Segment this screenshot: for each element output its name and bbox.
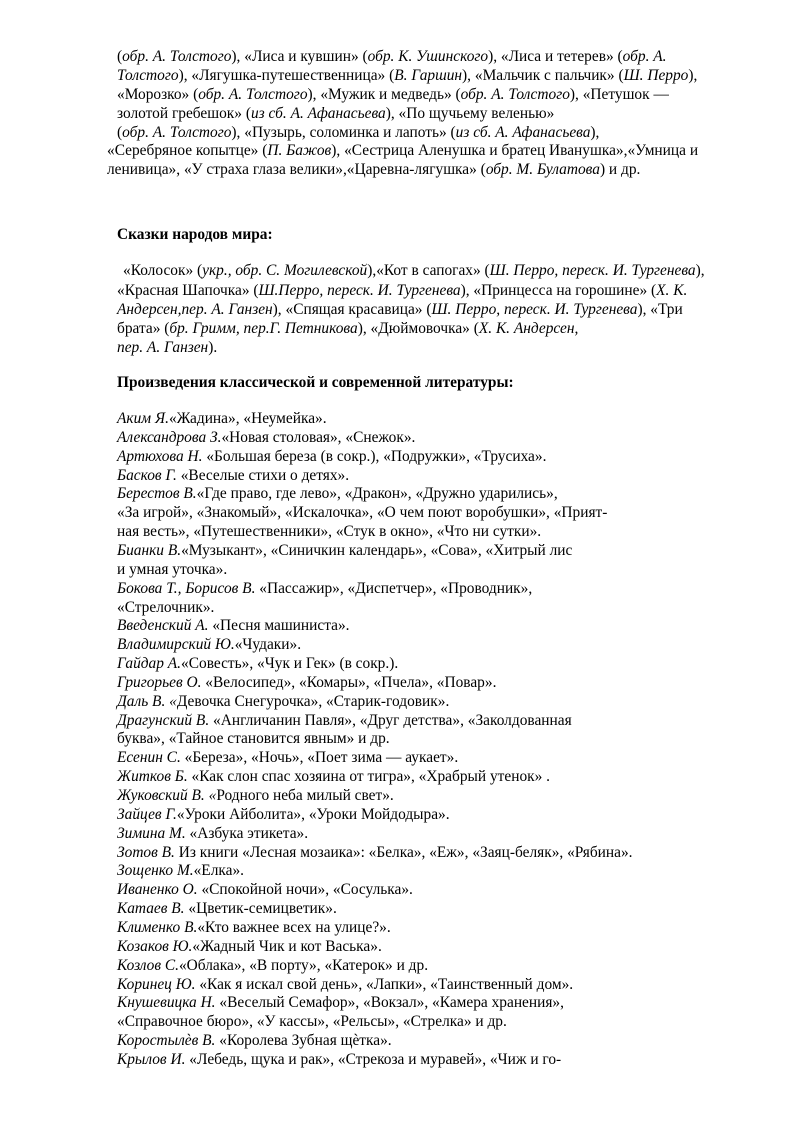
text: ) и др.	[599, 161, 641, 178]
italic-text: Александрова З.	[117, 428, 222, 446]
text-line	[117, 542, 572, 560]
text: «Цветик-семицветик».	[184, 900, 337, 918]
text: «Облака», «В порту», «Катерок» и др.	[178, 956, 429, 974]
italic-text: В. Гаршин	[394, 67, 463, 84]
text-line	[117, 862, 244, 880]
italic-text: Козаков Ю.	[117, 937, 193, 955]
text-line	[117, 1051, 561, 1069]
italic-text: Ш. Перро	[623, 67, 689, 84]
text-line	[117, 938, 382, 956]
italic-text: Андерсен,пер. А. Ганзен	[117, 301, 273, 318]
italic-text: Ш.Перро, переск. И. Тургенева	[258, 282, 461, 299]
italic-text: из сб. А. Афанасьева	[455, 124, 591, 141]
text: (	[117, 48, 123, 65]
italic-text: Владимирский Ю.	[117, 636, 235, 654]
text: золотой гребешок» (	[117, 105, 251, 122]
text-line	[117, 599, 214, 617]
italic-text: Клименко В.	[117, 918, 198, 936]
italic-text: Катаев В.	[117, 900, 185, 918]
text: «Жадина», «Неумейка».	[168, 410, 327, 427]
text-line	[117, 105, 554, 123]
text-line	[117, 749, 458, 767]
text: ), «Мальчик с пальчик» (	[462, 67, 624, 84]
text: «Где право, где лево», «Дракон», «Дружно ударились»,	[196, 485, 558, 503]
text: буква», «Тайное становится явным» и др.	[117, 730, 390, 748]
text-line	[117, 301, 683, 319]
text: «За игрой», «Знакомый», «Искалочка», «О чем поют воробушки», «Прият-	[117, 504, 608, 522]
section-heading-literature: Произведения классической и современной литературы:	[117, 374, 514, 391]
italic-text: Толстого	[117, 67, 179, 84]
text: «Красная Шапочка» (	[117, 282, 259, 299]
text: ), «Принцесса на горошине» (	[460, 282, 657, 299]
text: «Уроки Айболита», «Уроки Мойдодыра».	[176, 805, 450, 823]
text: ), «Петушок —	[569, 86, 669, 103]
text-line	[117, 448, 546, 466]
italic-text: Зотов В.	[117, 843, 175, 861]
text: ).	[208, 339, 218, 356]
text-line	[117, 561, 227, 579]
italic-text: Жуковский В. «	[117, 787, 217, 804]
text: «Веселые стихи о детях».	[176, 466, 350, 484]
text: «Серебряное копытце» (	[107, 142, 268, 159]
text: «Справочное бюро», «У кассы», «Рельсы», «Стрелка» и др.	[117, 1013, 507, 1031]
text-line	[117, 485, 558, 503]
text: ), «Мужик и медведь» (	[307, 86, 461, 103]
text-line	[117, 919, 391, 937]
text: «Жадный Чик и кот Васька».	[192, 937, 382, 955]
text-line	[117, 339, 217, 357]
text-line	[123, 262, 705, 280]
text: ), «Пузырь, соломинка и лапоть» (	[231, 124, 456, 141]
text: ),	[590, 124, 600, 141]
italic-text: Х. К. Андерсен,	[478, 320, 579, 337]
text: «Лебедь, щука и рак», «Стрекоза и муравей», «Чиж и го-	[185, 1050, 562, 1068]
text-line	[117, 320, 578, 338]
text: «Стрелочник».	[117, 598, 215, 616]
text: ), «Лиса и тетерев» (	[488, 48, 623, 65]
text: «Как слон спас хозяина от тигра», «Храбрый утенок» .	[187, 768, 551, 786]
text-line	[117, 410, 327, 428]
italic-text: Бокова Т., Борисов В.	[117, 579, 256, 597]
italic-text: Ш. Перро, переск. И. Тургенева	[489, 262, 696, 279]
italic-text: обр. А. Толстого	[122, 48, 232, 65]
text: «Азбука этикета».	[185, 824, 309, 842]
section-heading-world-tales: Сказки народов мира:	[117, 226, 273, 243]
text-line	[117, 976, 573, 994]
italic-text: Бианки В.	[117, 541, 182, 559]
text: «Музыкант», «Синичкин календарь», «Сова», «Хитрый лис	[181, 541, 573, 559]
italic-text: Аким Я.	[117, 410, 169, 427]
italic-text: Гайдар А.	[117, 655, 182, 673]
text-line	[117, 523, 541, 541]
italic-text: Иваненко О.	[117, 881, 198, 899]
italic-text: обр. А.	[622, 48, 667, 65]
text: и умная уточка».	[117, 560, 228, 578]
italic-text: Козлов С.	[117, 956, 179, 974]
text: «Елка».	[193, 862, 245, 880]
italic-text: Введенский А.	[117, 617, 209, 635]
italic-text: Даль В. «	[117, 692, 177, 710]
text-line	[117, 48, 667, 66]
text: «Велосипед», «Комары», «Пчела», «Повар».	[201, 673, 497, 691]
italic-text: Зайцев Г.	[117, 805, 177, 823]
text: «Англичанин Павля», «Друг детства», «Заколдованная	[209, 711, 572, 729]
italic-text: обр. А. Толстого	[198, 86, 308, 103]
italic-text: Коростылѐв В.	[117, 1032, 216, 1050]
text-line	[117, 636, 301, 654]
text: «Совесть», «Чук и Гек» (в сокр.).	[181, 655, 399, 673]
text-line	[117, 693, 449, 711]
italic-text: Зимина М.	[117, 824, 186, 842]
text: ), «Спящая красавица» (	[272, 301, 432, 318]
italic-text: Артюхова Н.	[117, 447, 203, 465]
text: «Морозко» (	[117, 86, 199, 103]
text: ),	[695, 262, 705, 279]
text: «Веселый Семафор», «Вокзал», «Камера хранения»,	[215, 994, 564, 1012]
text-line	[117, 580, 532, 598]
italic-text: Х. К.	[656, 282, 688, 299]
italic-text: Григорьев О.	[117, 673, 202, 691]
text: брата» (	[117, 320, 170, 337]
text-line	[117, 282, 687, 300]
text: ), «Сестрица Аленушка и братец Иванушка»,«Умница и	[331, 142, 699, 159]
text: ),«Кот в сапогах» (	[367, 262, 490, 279]
text: Родного неба милый свет».	[216, 787, 394, 804]
italic-text: обр. А. Толстого	[122, 124, 232, 141]
text: «Пассажир», «Диспетчер», «Проводник»,	[255, 579, 533, 597]
italic-text: Зощенко М.	[117, 862, 194, 880]
text: Девочка Снегурочка», «Старик-годовик».	[176, 692, 450, 710]
text-line	[117, 881, 413, 899]
text-line	[117, 674, 496, 692]
italic-text: П. Бажов	[267, 142, 332, 159]
text: «Чудаки».	[234, 636, 302, 654]
italic-text: укр., обр. С. Могилевской	[202, 262, 368, 279]
text-line	[117, 957, 428, 975]
text-line	[117, 1032, 392, 1050]
text: «Новая столовая», «Снежок».	[221, 428, 416, 446]
italic-text: из сб. А. Афанасьева	[250, 105, 386, 122]
italic-text: пер. А. Ганзен	[117, 339, 209, 356]
text-line	[117, 617, 350, 635]
italic-text: Крылов И.	[117, 1050, 186, 1068]
text: ), «По щучьему веленью»	[385, 105, 555, 122]
text-line	[107, 161, 640, 179]
italic-text: Ш. Перро, переск. И. Тургенева	[431, 301, 638, 318]
text: (	[117, 124, 123, 141]
text-line	[117, 467, 349, 485]
text: ная весть», «Путешественники», «Стук в окно», «Что ни сутки».	[117, 523, 542, 541]
text: «Береза», «Ночь», «Поет зима — аукает».	[180, 749, 459, 767]
text-line	[117, 994, 564, 1012]
text: ),	[688, 67, 698, 84]
italic-text: обр. К. Ушинского	[367, 48, 489, 65]
text: «Как я искал свой день», «Лапки», «Таинственный дом».	[195, 975, 574, 993]
italic-text: Берестов В.	[117, 485, 197, 503]
italic-text: обр. А. Толстого	[460, 86, 570, 103]
text-line	[117, 768, 550, 786]
text-line	[117, 712, 572, 730]
text-line	[117, 1013, 507, 1031]
text-line	[117, 86, 669, 104]
text-line	[117, 504, 607, 522]
text: ), «Три	[637, 301, 683, 318]
text: «Колосок» (	[123, 262, 203, 279]
text: «Спокойной ночи», «Сосулька».	[197, 881, 413, 899]
text-line	[117, 787, 394, 805]
text: ленивица», «У страха глаза велики»,«Царевна-лягушка» (	[107, 161, 486, 178]
italic-text: Кнушевицка Н.	[117, 994, 216, 1012]
italic-text: бр. Гримм, пер.Г. Петникова	[169, 320, 358, 337]
text-line	[117, 124, 599, 142]
italic-text: Драгунский В.	[117, 711, 210, 729]
text-line	[117, 844, 633, 862]
text: «Королева Зубная щѐтка».	[215, 1032, 392, 1050]
text: ), «Лиса и кувшин» (	[231, 48, 368, 65]
text-line	[117, 825, 308, 843]
italic-text: Басков Г.	[117, 466, 177, 484]
text-line	[117, 900, 337, 918]
italic-text: Коринец Ю.	[117, 975, 196, 993]
text-line	[117, 806, 450, 824]
text: ), «Лягушка-путешественница» (	[178, 67, 395, 84]
text: «Песня машиниста».	[208, 617, 350, 635]
italic-text: обр. М. Булатова	[485, 161, 600, 178]
text-line	[117, 730, 390, 748]
text-line	[117, 655, 398, 673]
text-line	[117, 67, 697, 85]
italic-text: Есенин С.	[117, 749, 181, 767]
text-line	[107, 142, 698, 160]
text: «Кто важнее всех на улице?».	[197, 918, 391, 936]
text: ), «Дюймовочка» (	[357, 320, 479, 337]
italic-text: Житков Б.	[117, 768, 188, 786]
text: «Большая береза (в сокр.), «Подружки», «Трусиха».	[202, 447, 547, 465]
text-line	[117, 429, 415, 447]
text: Из книги «Лесная мозаика»: «Белка», «Еж», «Заяц-беляк», «Рябина».	[174, 843, 633, 861]
